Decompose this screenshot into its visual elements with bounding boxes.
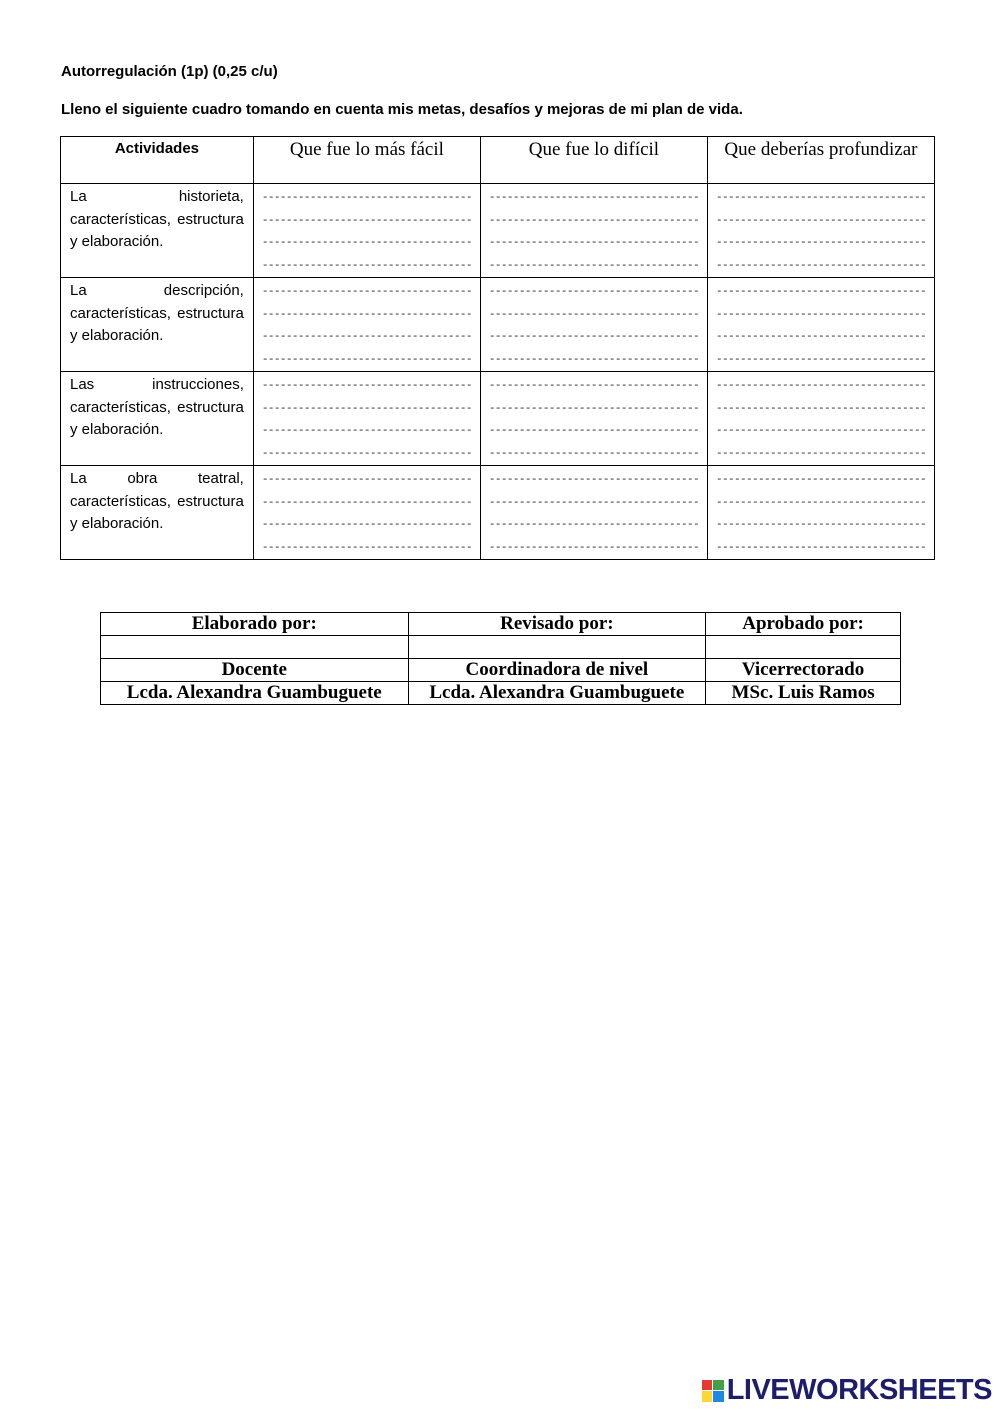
activity-cell: La obra teatral, características, estructura y elaboración. [61,466,254,560]
signature-space [706,636,901,659]
blank-line: ----------------------------------- [261,425,472,437]
name-revisado: Lcda. Alexandra Guambuguete [408,682,706,705]
blank-line: ----------------------------------- [488,402,699,415]
name-elaborado: Lcda. Alexandra Guambuguete [101,682,409,705]
activities-table [60,136,935,560]
answer-cell[interactable] [480,278,707,372]
header-actividades: Actividades [61,137,254,184]
signature-name-row [101,682,901,705]
blank-line: ----------------------------------- [261,331,472,343]
blank-line: ----------------------------------- [715,353,926,366]
blank-line: ----------------------------------- [261,286,472,298]
blank-line: ----------------------------------- [261,353,472,366]
blank-line: ----------------------------------- [261,380,472,392]
blank-line: ----------------------------------- [488,192,699,204]
role-vicerrectorado: Vicerrectorado [706,659,901,682]
blank-line: ----------------------------------- [488,331,699,343]
logo-square [713,1391,724,1402]
blank-line: ----------------------------------- [261,192,472,204]
answer-cell[interactable] [707,278,934,372]
answer-cell[interactable] [253,278,480,372]
brand-name: LIVEWORKSHEETS [726,1374,992,1406]
signature-blank-row [101,636,901,659]
elaborado-label: Elaborado por: [101,613,409,636]
blank-line: ----------------------------------- [715,214,926,227]
signature-table [100,612,901,705]
table-header-row [61,137,935,184]
answer-cell[interactable] [253,184,480,278]
blank-line: ----------------------------------- [488,214,699,227]
activity-cell: Las instrucciones, características, estructura y elaboración. [61,372,254,466]
answer-cell[interactable] [480,466,707,560]
table-row [61,372,935,466]
blank-line: ----------------------------------- [488,474,699,486]
liveworksheets-brand[interactable] [702,1374,992,1407]
blank-line: ----------------------------------- [715,496,926,509]
section-heading: Autorregulación (1p) (0,25 c/u) [61,63,278,80]
logo-square [702,1380,713,1391]
blank-line: ----------------------------------- [715,286,926,298]
blank-line: ----------------------------------- [715,541,926,554]
answer-cell[interactable] [253,466,480,560]
logo-square [713,1380,724,1391]
blank-line: ----------------------------------- [488,259,699,272]
blank-line: ----------------------------------- [715,474,926,486]
blank-line: ----------------------------------- [488,308,699,321]
signature-role-row [101,659,901,682]
liveworksheets-logo-icon [702,1380,724,1402]
blank-line: ----------------------------------- [715,447,926,460]
logo-square [702,1391,713,1402]
blank-line: ----------------------------------- [715,331,926,343]
blank-line: ----------------------------------- [261,447,472,460]
answer-cell[interactable] [480,184,707,278]
blank-line: ----------------------------------- [261,519,472,531]
answer-cell[interactable] [707,184,934,278]
blank-line: ----------------------------------- [488,286,699,298]
blank-line: ----------------------------------- [715,425,926,437]
blank-line: ----------------------------------- [715,519,926,531]
activity-cell: La descripción, características, estructura y elaboración. [61,278,254,372]
role-docente: Docente [101,659,409,682]
signature-space [101,636,409,659]
blank-line: ----------------------------------- [261,308,472,321]
blank-line: ----------------------------------- [261,402,472,415]
table-row [61,466,935,560]
header-facil: Que fue lo más fácil [253,137,480,184]
aprobado-label: Aprobado por: [706,613,901,636]
name-aprobado: MSc. Luis Ramos [706,682,901,705]
activity-cell: La historieta, características, estructura y elaboración. [61,184,254,278]
header-dificil: Que fue lo difícil [480,137,707,184]
blank-line: ----------------------------------- [715,402,926,415]
blank-line: ----------------------------------- [261,541,472,554]
header-profundizar: Que deberías profundizar [707,137,934,184]
blank-line: ----------------------------------- [488,380,699,392]
blank-line: ----------------------------------- [488,425,699,437]
blank-line: ----------------------------------- [488,496,699,509]
blank-line: ----------------------------------- [261,214,472,227]
blank-line: ----------------------------------- [261,474,472,486]
blank-line: ----------------------------------- [715,380,926,392]
blank-line: ----------------------------------- [715,192,926,204]
instruction-text: Lleno el siguiente cuadro tomando en cuenta mis metas, desafíos y mejoras de mi plan de vida. [61,101,743,118]
answer-cell[interactable] [253,372,480,466]
answer-cell[interactable] [707,372,934,466]
answer-cell[interactable] [707,466,934,560]
table-row [61,278,935,372]
answer-cell[interactable] [480,372,707,466]
blank-line: ----------------------------------- [488,541,699,554]
signature-space [408,636,706,659]
role-coordinadora: Coordinadora de nivel [408,659,706,682]
blank-line: ----------------------------------- [488,353,699,366]
blank-line: ----------------------------------- [715,308,926,321]
blank-line: ----------------------------------- [261,237,472,249]
blank-line: ----------------------------------- [715,237,926,249]
blank-line: ----------------------------------- [488,519,699,531]
blank-line: ----------------------------------- [488,447,699,460]
blank-line: ----------------------------------- [715,259,926,272]
table-row [61,184,935,278]
signature-header-row [101,613,901,636]
blank-line: ----------------------------------- [261,259,472,272]
blank-line: ----------------------------------- [488,237,699,249]
blank-line: ----------------------------------- [261,496,472,509]
revisado-label: Revisado por: [408,613,706,636]
